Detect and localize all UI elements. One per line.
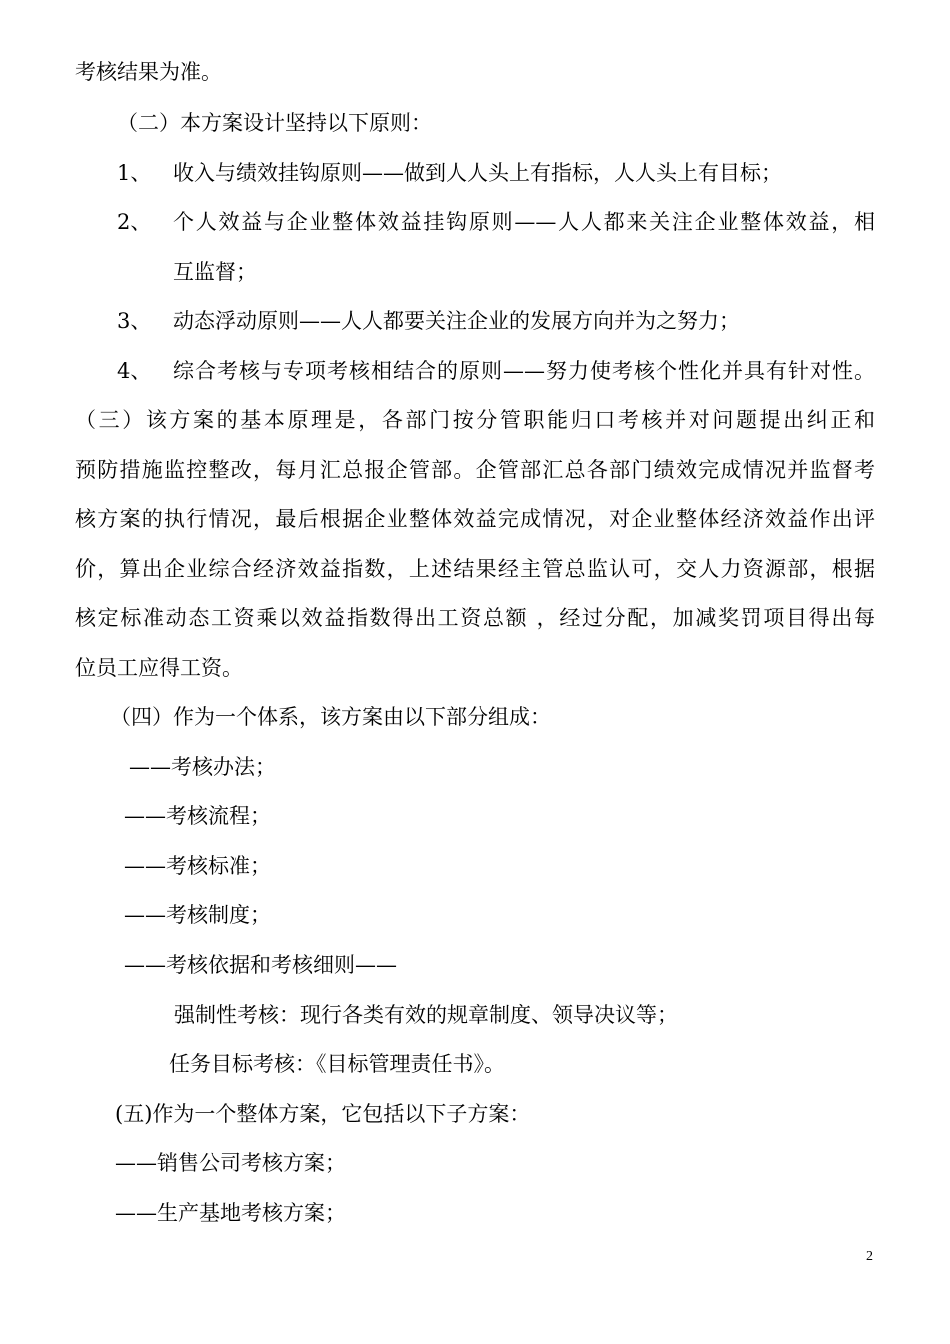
- list-number: 3、: [117, 309, 152, 333]
- sub-list-item: 强制性考核：现行各类有效的规章制度、领导决议等；: [174, 1003, 678, 1027]
- list-item-text: 综合考核与专项考核相结合的原则——努力使考核个性化并具有针对性。: [173, 359, 875, 383]
- list-item: ——考核标准；: [124, 854, 271, 878]
- paragraph-line: 位员工应得工资。: [75, 656, 243, 680]
- sub-list-item: 任务目标考核：《目标管理责任书》。: [169, 1052, 505, 1076]
- list-number: 4、: [117, 359, 152, 383]
- list-item: ——考核流程；: [124, 804, 271, 828]
- list-item-text: 动态浮动原则——人人都要关注企业的发展方向并为之努力；: [173, 309, 740, 333]
- list-item: ——考核依据和考核细则——: [124, 953, 397, 977]
- list-item: ——销售公司考核方案；: [115, 1151, 346, 1175]
- section-heading-2: （二）本方案设计坚持以下原则：: [117, 111, 432, 135]
- section-heading-4: （四）作为一个体系，该方案由以下部分组成：: [110, 705, 551, 729]
- paragraph-line: 预防措施监控整改，每月汇总报企管部。企管部汇总各部门绩效完成情况并监督考: [75, 458, 875, 482]
- list-item: ——考核制度；: [124, 903, 271, 927]
- paragraph-line: 考核结果为准。: [75, 60, 222, 84]
- paragraph-line: 核方案的执行情况，最后根据企业整体效益完成情况，对企业整体经济效益作出评: [75, 507, 875, 531]
- paragraph-line: （三）该方案的基本原理是，各部门按分管职能归口考核并对问题提出纠正和: [75, 408, 875, 432]
- paragraph-line: 核定标准动态工资乘以效益指数得出工资总额 ，经过分配，加减奖罚项目得出每: [75, 606, 875, 630]
- list-item: ——生产基地考核方案；: [115, 1201, 346, 1225]
- list-number: 1、: [117, 161, 152, 185]
- page-number: 2: [866, 1249, 873, 1264]
- list-item-text: 个人效益与企业整体效益挂钩原则——人人都来关注企业整体效益，相: [173, 210, 875, 234]
- list-item-continuation: 互监督；: [173, 260, 257, 284]
- section-heading-5: (五)作为一个整体方案，它包括以下子方案：: [115, 1102, 531, 1126]
- list-number: 2、: [117, 210, 152, 234]
- list-item-text: 收入与绩效挂钩原则——做到人人头上有指标，人人头上有目标；: [173, 161, 782, 185]
- list-item: ——考核办法；: [129, 755, 276, 779]
- paragraph-line: 价，算出企业综合经济效益指数，上述结果经主管总监认可，交人力资源部，根据: [75, 557, 875, 581]
